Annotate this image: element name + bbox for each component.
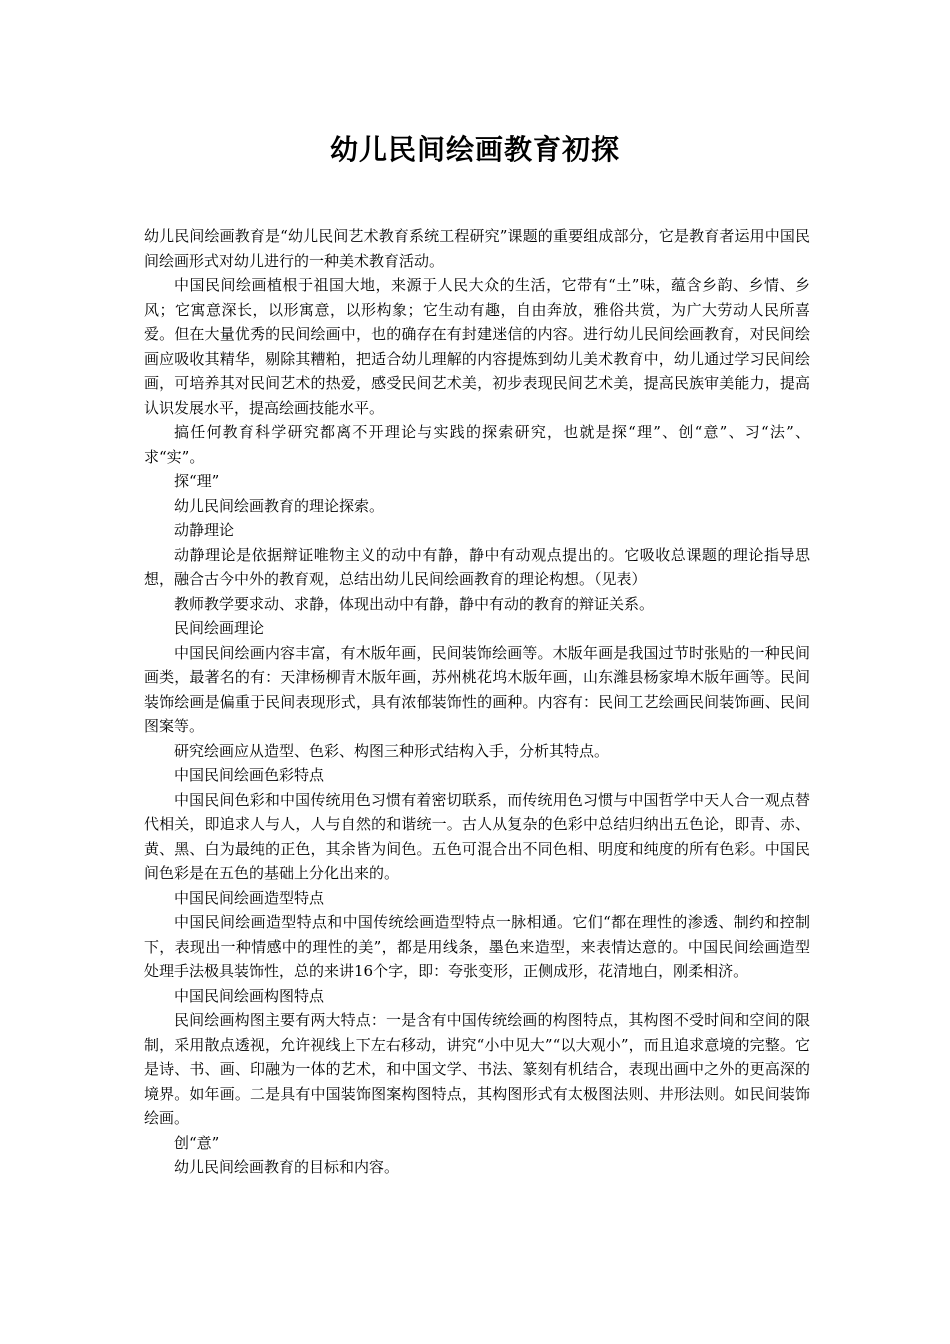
paragraph: 教师教学要求动、求静，体现出动中有静，静中有动的教育的辩证关系。 (174, 594, 655, 613)
paragraph: 幼儿民间绘画教育的理论探索。 (174, 496, 385, 515)
paragraph: 研究绘画应从造型、色彩、构图三种形式结构入手，分析其特点。 (174, 741, 610, 760)
section-heading: 中国民间绘画造型特点 (174, 888, 325, 907)
section-heading: 动静理论 (174, 521, 235, 539)
paragraph: 民间绘画构图主要有两大特点：一是含有中国传统绘画的构图特点，其构图不受时间和空间的限制，采用散点透视，允许视线上下左右移动，讲究“小中见大”“以大观小”，而且追求意境的完整。它是诗、书、画、印融为一体的艺术，和中国文学、书法、篆刻有机结合，表现出画中之外的更高深的境界。如年画。二是具有中国装饰图案构图特点，其构图形式有太极图法则、井形法则。如民间装饰绘画。 (144, 1011, 810, 1127)
paragraph: 幼儿民间绘画教育是“幼儿民间艺术教育系统工程研究”课题的重要组成部分，它是教育者运用中国民间绘画形式对幼儿进行的一种美术教育活动。 (144, 227, 810, 270)
document-body (144, 224, 810, 1180)
paragraph: 中国民间绘画内容丰富，有木版年画，民间装饰绘画等。木版年画是我国过节时张贴的一种民间画类，最著名的有：天津杨柳青木版年画，苏州桃花坞木版年画，山东潍县杨家埠木版年画等。民间装饰绘画是偏重于民间表现形式，具有浓郁装饰性的画种。内容有：民间工艺绘画民间装饰画、民间图案等。 (144, 643, 810, 735)
section-heading: 创“意” (174, 1133, 220, 1152)
section-heading: 民间绘画理论 (174, 619, 265, 637)
section-heading: 中国民间绘画构图特点 (174, 986, 325, 1005)
paragraph: 搞任何教育科学研究都离不开理论与实践的探索研究，也就是探“理”、创“意”、习“法”、求“实”。 (144, 423, 810, 466)
paragraph: 中国民间绘画造型特点和中国传统绘画造型特点一脉相通。它们“都在理性的渗透、制约和控制下，表现出一种情感中的理性的美”，都是用线条，墨色来造型，来表情达意的。中国民间绘画造型处理手法极具装饰性，总的来讲16个字，即：夸张变形，正侧成形，花清地白，刚柔相济。 (144, 913, 810, 980)
document-title: 幼儿民间绘画教育初探 (329, 133, 620, 166)
section-heading: 探“理” (174, 472, 220, 490)
section-heading: 中国民间绘画色彩特点 (174, 766, 325, 784)
paragraph: 动静理论是依据辩证唯物主义的动中有静，静中有动观点提出的。它吸收总课题的理论指导思想，融合古今中外的教育观，总结出幼儿民间绘画教育的理论构想。（见表） (144, 545, 810, 588)
paragraph: 幼儿民间绘画教育的目标和内容。 (174, 1158, 400, 1176)
paragraph: 中国民间绘画植根于祖国大地，来源于人民大众的生活，它带有“土”味，蕴含乡韵、乡情、乡风；它寓意深长，以形寓意，以形构象；它生动有趣，自由奔放，雅俗共赏，为广大劳动人民所喜爱。但在大量优秀的民间绘画中，也的确存在有封建迷信的内容。进行幼儿民间绘画教育，对民间绘画应吸收其精华，剔除其糟粕，把适合幼儿理解的内容提炼到幼儿美术教育中，幼儿通过学习民间绘画，可培养其对民间艺术的热爱，感受民间艺术美，初步表现民间艺术美，提高民族审美能力，提高认识发展水平，提高绘画技能水平。 (144, 276, 810, 417)
paragraph: 中国民间色彩和中国传统用色习惯有着密切联系，而传统用色习惯与中国哲学中天人合一观点替代相关，即追求人与人，人与自然的和谐统一。古人从复杂的色彩中总结归纳出五色论，即青、赤、黄、黑、白为最纯的正色，其余皆为间色。五色可混合出不同色相、明度和纯度的所有色彩。中国民间色彩是在五色的基础上分化出来的。 (144, 790, 810, 882)
